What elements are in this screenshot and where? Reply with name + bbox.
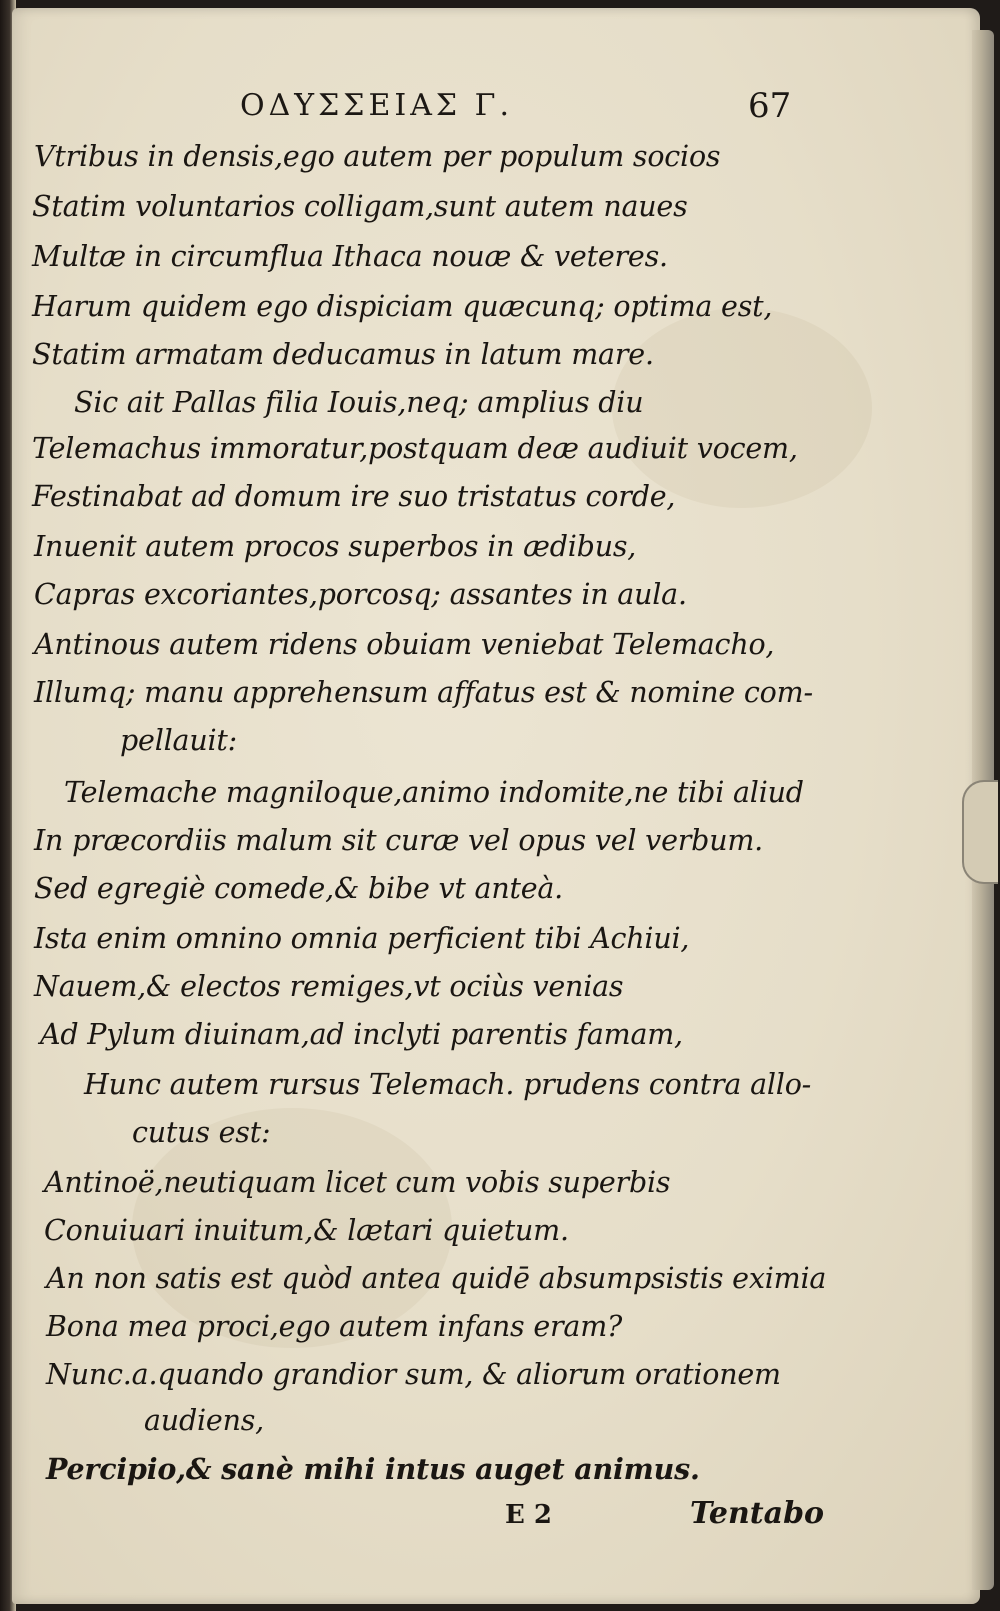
page-number: 67 [748, 86, 792, 126]
text-line: Conuiuari inuitum,& lætari quietum. [44, 1214, 569, 1247]
page-tab [962, 780, 998, 884]
running-head: ΟΔΥΣΣΕΙΑΣ Γ. [240, 88, 513, 123]
text-line: Illumq; manu apprehensum affatus est & nomine com- [34, 676, 813, 709]
text-line: Statim armatam deducamus in latum mare. [32, 338, 654, 371]
text-line: Ad Pylum diuinam,ad inclyti parentis famam, [40, 1018, 683, 1051]
text-line: Sed egregiè comede,& bibe vt anteà. [34, 872, 564, 905]
text-line: Vtribus in densis,ego autem per populum socios [34, 140, 721, 173]
text-line: Hunc autem rursus Telemach. prudens contra allo- [84, 1068, 812, 1101]
text-line: Ista enim omnino omnia perficient tibi Achiui, [34, 922, 690, 955]
signature-mark: E 2 [505, 1500, 552, 1530]
text-line: Harum quidem ego dispiciam quæcunq; optima est, [32, 290, 773, 323]
text-line: Festinabat ad domum ire suo tristatus corde, [32, 480, 676, 513]
text-line: Nunc.a.quando grandior sum, & aliorum orationem [46, 1358, 781, 1391]
text-line: Inuenit autem procos superbos in ædibus, [34, 530, 637, 563]
text-line: Percipio,& sanè mihi intus auget animus. [46, 1452, 700, 1486]
text-line: audiens, [144, 1404, 265, 1437]
text-line: In præcordiis malum sit curæ vel opus vel verbum. [34, 824, 764, 857]
text-line: Capras excoriantes,porcosq; assantes in aula. [34, 578, 687, 611]
text-line: pellauit: [120, 724, 238, 757]
text-line: Sic ait Pallas filia Iouis,neq; amplius diu [74, 386, 644, 419]
text-line: Telemachus immoratur,postquam deæ audiuit vocem, [32, 432, 798, 465]
text-line: Multæ in circumflua Ithaca nouæ & veteres. [32, 240, 668, 273]
text-line: An non satis est quòd antea quidē absumpsistis eximia [46, 1262, 827, 1295]
text-line: Nauem,& electos remiges,vt ociùs venias [34, 970, 624, 1003]
text-line: Antinous autem ridens obuiam veniebat Telemacho, [34, 628, 775, 661]
catchword: Tentabo [690, 1496, 825, 1531]
text-line: cutus est: [132, 1116, 271, 1149]
text-line: Statim voluntarios colligam,sunt autem naues [32, 190, 688, 223]
text-line: Antinoë,neutiquam licet cum vobis superbis [44, 1166, 671, 1199]
text-line: Telemache magniloque,animo indomite,ne tibi aliud [64, 776, 804, 809]
text-line: Bona mea proci,ego autem infans eram? [46, 1310, 623, 1343]
